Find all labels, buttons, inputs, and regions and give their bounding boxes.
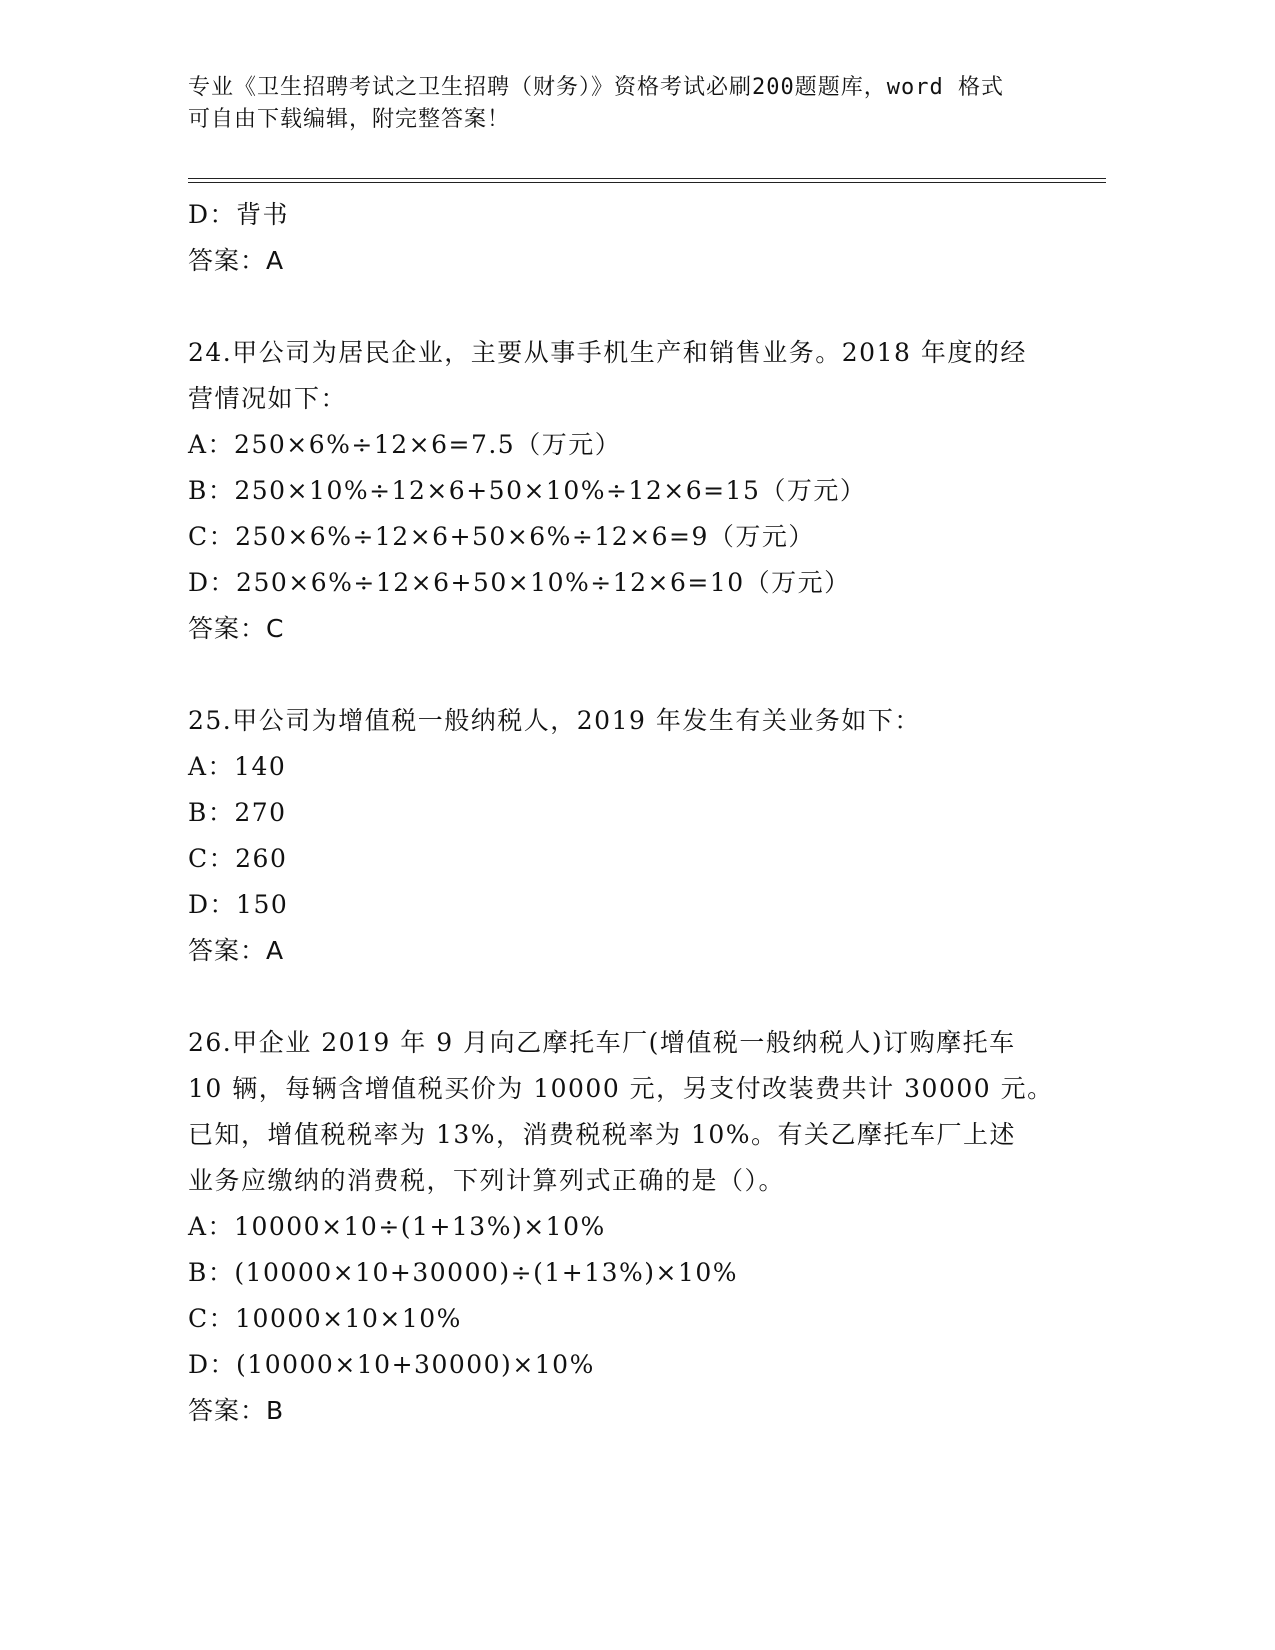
document-body: [188, 192, 1088, 1434]
question-stem: 10 辆，每辆含增值税买价为 10000 元，另支付改装费共计 30000 元。: [188, 1074, 1054, 1103]
option-b: B：(10000×10+30000)÷(1+13%)×10%: [188, 1258, 739, 1287]
option-b: B：270: [188, 798, 287, 827]
question-24: [188, 330, 1088, 652]
answer-line: 答案：A: [188, 936, 285, 965]
answer-line: 答案：B: [188, 1396, 285, 1425]
question-stem: 已知，增值税税率为 13%，消费税税率为 10%。有关乙摩托车厂上述: [188, 1120, 1017, 1149]
option-d: D：(10000×10+30000)×10%: [188, 1350, 595, 1379]
spacer: [188, 974, 1088, 1020]
answer-line: 答案：C: [188, 614, 285, 643]
option-a: A：140: [188, 752, 287, 781]
header-divider-bottom: [188, 182, 1106, 183]
spacer: [188, 284, 1088, 330]
spacer: [188, 652, 1088, 698]
question-26: [188, 1020, 1088, 1434]
answer-line: 答案：A: [188, 246, 285, 275]
header-title-line-1: 专业《卫生招聘考试之卫生招聘（财务）》资格考试必刷200题题库，word 格式: [188, 75, 1004, 100]
option-a: A：250×6%÷12×6=7.5（万元）: [188, 430, 622, 459]
option-d: D：背书: [188, 200, 290, 229]
question-25: [188, 698, 1088, 974]
option-c: C：250×6%÷12×6+50×6%÷12×6=9（万元）: [188, 522, 815, 551]
question-stem: 25.甲公司为增值税一般纳税人，2019 年发生有关业务如下：: [188, 706, 921, 735]
option-c: C：260: [188, 844, 288, 873]
option-d: D：150: [188, 890, 289, 919]
prev-question-tail: [188, 192, 1088, 284]
header-title-line-2: 可自由下载编辑，附完整答案！: [188, 107, 511, 132]
question-stem: 营情况如下：: [188, 384, 348, 413]
header-divider-top: [188, 178, 1106, 179]
question-stem: 24.甲公司为居民企业，主要从事手机生产和销售业务。2018 年度的经: [188, 338, 1027, 367]
option-a: A：10000×10÷(1+13%)×10%: [188, 1212, 606, 1241]
question-stem: 26.甲企业 2019 年 9 月向乙摩托车厂(增值税一般纳税人)订购摩托车: [188, 1028, 1016, 1057]
option-d: D：250×6%÷12×6+50×10%÷12×6=10（万元）: [188, 568, 851, 597]
question-stem: 业务应缴纳的消费税，下列计算列式正确的是（）。: [188, 1166, 786, 1195]
page-header: [188, 72, 1068, 136]
option-c: C：10000×10×10%: [188, 1304, 462, 1333]
option-b: B：250×10%÷12×6+50×10%÷12×6=15（万元）: [188, 476, 867, 505]
